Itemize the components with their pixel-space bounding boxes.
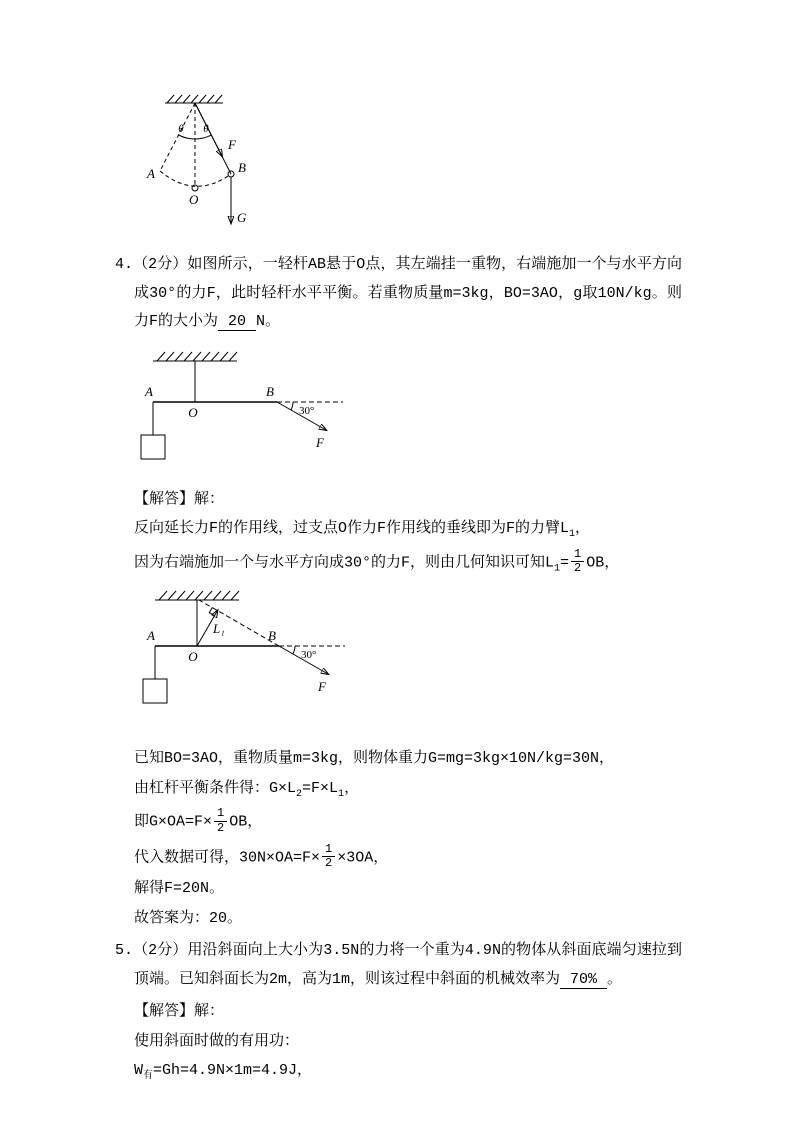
solution-step-6 xyxy=(134,843,682,872)
solution-step-4 xyxy=(134,778,682,801)
fraction-numerator: 1 xyxy=(574,546,582,561)
pendulum-figure xyxy=(135,86,265,236)
step-text: 代入数据可得，30N×OA=F× xyxy=(134,848,321,866)
fraction-numerator: 1 xyxy=(325,841,333,856)
solution-step-1: 使用斜面时做的有用功： xyxy=(134,1032,300,1050)
fraction-denominator: 2 xyxy=(322,856,335,871)
solution-step-5 xyxy=(134,807,682,836)
weight-g-label: G xyxy=(237,210,247,225)
subscript: 1 xyxy=(338,788,345,800)
point-a-label: A xyxy=(147,166,155,181)
point-a-label: A xyxy=(145,383,153,399)
question-4-solution xyxy=(134,489,682,931)
force-f-label: F xyxy=(318,679,326,695)
theta-left-label: θ xyxy=(178,123,184,135)
angle-arc xyxy=(293,646,295,654)
step-text: ×3OA， xyxy=(337,848,389,866)
angle-30-label: 30° xyxy=(299,404,315,417)
step-text: ， xyxy=(344,779,360,797)
solution-step-2 xyxy=(134,548,682,577)
point-b-label: B xyxy=(266,383,274,399)
step-text: =Gh=4.9N×1m=4.9J， xyxy=(153,1062,313,1080)
question-5-answer-blank: 70% xyxy=(560,971,607,989)
subscript: 有 xyxy=(143,1071,154,1083)
question-4-answer-blank: 20 xyxy=(218,313,256,331)
step-text: OB， xyxy=(586,553,620,571)
subscript: 2 xyxy=(296,788,303,800)
point-a-label: A xyxy=(147,628,155,644)
solution-step-7: 解得F=20N。 xyxy=(134,880,225,898)
force-f-label: F xyxy=(228,137,236,152)
ceiling-hatch xyxy=(155,591,239,600)
ceiling-hatch xyxy=(153,352,237,361)
subscript: 1 xyxy=(554,562,561,574)
force-line-of-action-dashed xyxy=(199,600,279,646)
solution-label: 【解答】解： xyxy=(134,490,225,508)
lever-figure xyxy=(115,345,365,477)
step-text: 即G×OA=F× xyxy=(134,813,213,831)
question-4-text: 4.（2分）如图所示，一轻杆AB悬于O点，其左端挂一重物，右端施加一个与水平方向成30°的力F，此时轻杆水平平衡。若重物质量m=3kg，BO=3AO，g取10N/kg。则力F的大小为 xyxy=(115,256,682,330)
fraction-one-half xyxy=(571,548,584,577)
step-text: 由杠杆平衡条件得：G×L xyxy=(134,779,297,797)
lever-moment-arm-figure xyxy=(117,584,367,736)
weight-block xyxy=(141,435,165,459)
subscript: 1 xyxy=(569,529,576,540)
point-o-label: O xyxy=(188,649,198,665)
fraction-denominator: 2 xyxy=(214,821,227,836)
question-5-solution xyxy=(134,1001,682,1083)
question-5-text: 5.（2分）用沿斜面向上大小为3.5N的力将一个重为4.9N的物体从斜面底端匀速拉到顶端。已知斜面长为2m，高为1m，则该过程中斜面的机械效率为 xyxy=(115,942,682,988)
fraction-denominator: 2 xyxy=(571,561,584,576)
step-text: W xyxy=(134,1062,144,1080)
step-text: OB， xyxy=(229,813,263,831)
left-dashed-string xyxy=(160,103,195,171)
question-4 xyxy=(115,251,682,337)
solution-label: 【解答】解： xyxy=(134,1003,225,1021)
step-text: =F×L xyxy=(302,779,339,797)
lever-moment-arm-diagram xyxy=(117,584,682,741)
solution-step-3: 已知BO=3AO，重物质量m=3kg，则物体重力G=mg=3kg×10N/kg=30N， xyxy=(134,750,615,768)
point-o-label: O xyxy=(188,404,198,420)
moment-arm-l1-label: L₁ xyxy=(213,621,225,637)
angle-30-label: 30° xyxy=(301,649,317,662)
step-text: 反向延长力F的作用线，过支点O作力F作用线的垂线即为F的力臂L xyxy=(134,520,570,537)
fraction-numerator: 1 xyxy=(217,806,225,821)
step-text: 因为右端施加一个与水平方向成30°的力F，则由几何知识可知L xyxy=(134,553,555,571)
solution-step-2 xyxy=(134,1060,682,1083)
question-4-text-end: N。 xyxy=(256,313,281,330)
point-o-label: O xyxy=(189,192,199,207)
step-text: ， xyxy=(575,520,591,537)
ceiling-hatch xyxy=(165,95,223,103)
question-5-text-end: 。 xyxy=(607,970,623,988)
point-b-label: B xyxy=(268,628,276,644)
fraction-one-half xyxy=(322,843,335,872)
pendulum-diagram xyxy=(135,86,682,241)
theta-right-label: θ xyxy=(203,123,209,135)
weight-block xyxy=(143,679,167,703)
solution-step-1 xyxy=(134,518,682,541)
solution-answer: 故答案为：20。 xyxy=(134,909,243,927)
point-b-label: B xyxy=(238,160,246,175)
step-text: = xyxy=(560,553,570,571)
fraction-one-half xyxy=(214,807,227,836)
lever-diagram xyxy=(115,345,682,482)
angle-arc xyxy=(291,402,293,410)
question-5 xyxy=(115,937,682,994)
force-f-label: F xyxy=(316,434,324,450)
